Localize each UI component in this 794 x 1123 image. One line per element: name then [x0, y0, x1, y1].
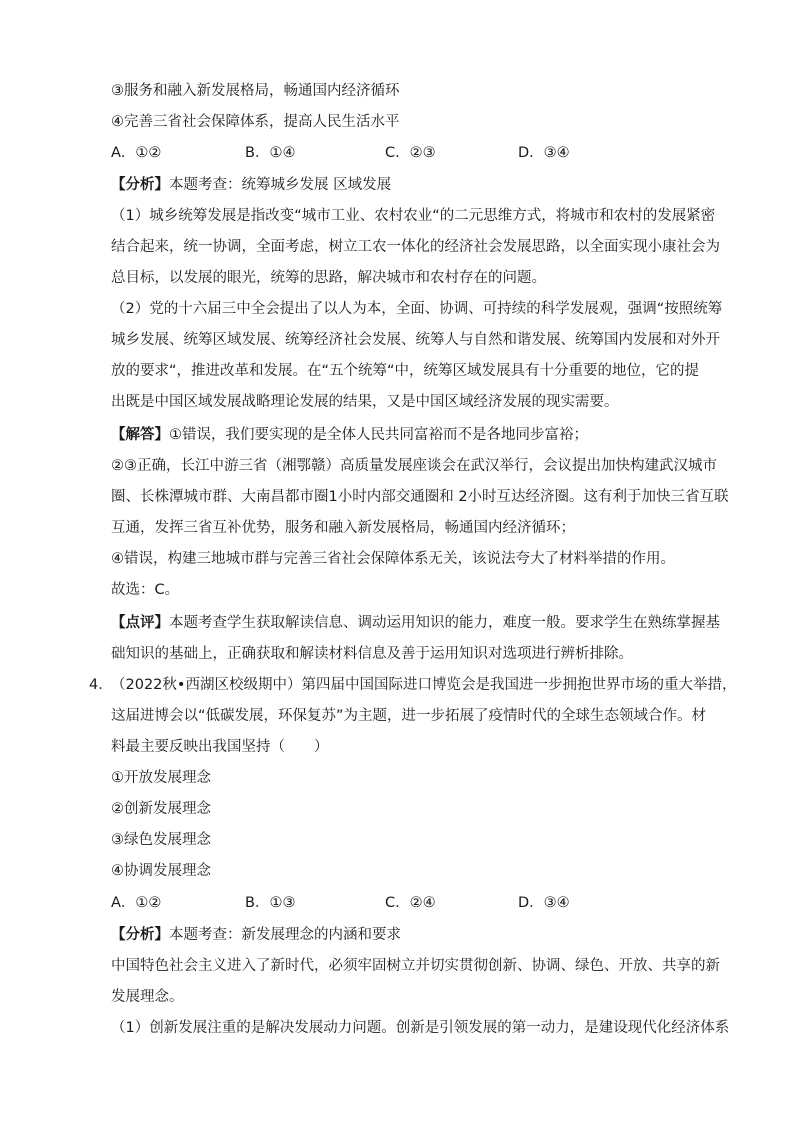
analysis-topic: 本题考查：新发展理念的内涵和要求 — [169, 927, 401, 943]
analysis-tag: 【分析】 — [111, 177, 169, 193]
q3-option-4: ④完善三省社会保障体系，提高人民生活水平 — [111, 114, 400, 130]
q3-analysis-line: 城乡发展、统筹区域发展、统筹经济社会发展、统筹人与自然和谐发展、统筹国内发展和对外开 — [111, 332, 720, 348]
comment-tag: 【点评】 — [111, 615, 169, 631]
q3-answer-line: 故选：C。 — [111, 582, 180, 598]
q4-stem-line: 料最主要反映出我国坚持（ ） — [111, 739, 329, 755]
q3-analysis-line: 总目标，以发展的眼光，统筹的思路，解决城市和农村存在的问题。 — [111, 270, 546, 286]
q4-stem-line: 这届进博会以“低碳发展，环保复苏”为主题，进一步拓展了疫情时代的全球生态领域合作。材 — [111, 708, 707, 724]
q4-analysis-heading — [111, 925, 711, 947]
q3-comment-line: 础知识的基础上，正确获取和解读材料信息及善于运用知识对选项进行辨析排除。 — [111, 646, 633, 662]
q3-choice-b: B．①④ — [245, 145, 296, 161]
q4-choice-b: B．①③ — [245, 895, 296, 911]
q3-choice-a: A．①② — [111, 145, 162, 161]
q4-choice-d: D．③④ — [518, 895, 570, 911]
q3-answer-heading — [111, 425, 711, 447]
q3-analysis-line: （2）党的十六届三中全会提出了以人为本，全面、协调、可持续的科学发展观，强调“按照统筹 — [111, 301, 723, 317]
q4-option-2: ②创新发展理念 — [111, 801, 211, 817]
q4-choice-c: C．②④ — [385, 895, 436, 911]
q4-option-3: ③绿色发展理念 — [111, 832, 211, 848]
q4-stem-line: （2022秋•西湖区校级期中）第四届中国国际进口博览会是我国进一步拥抱世界市场的重大举措， — [111, 677, 737, 693]
comment-first-line: 本题考查学生获取解读信息、调动运用知识的能力，难度一般。要求学生在熟练掌握基 — [169, 615, 720, 631]
q3-answer-line: 互通，发挥三省互补优势，服务和融入新发展格局，畅通国内经济循环； — [111, 520, 575, 536]
q4-choice-a: A．①② — [111, 895, 162, 911]
q3-option-3: ③服务和融入新发展格局，畅通国内经济循环 — [111, 83, 400, 99]
analysis-tag: 【分析】 — [111, 927, 169, 943]
q3-choices — [111, 143, 611, 165]
answer-first-line: ①错误，我们要实现的是全体人民共同富裕而不是各地同步富裕； — [169, 427, 588, 443]
q3-comment-heading — [111, 613, 720, 635]
q4-number: 4． — [89, 677, 113, 693]
q3-choice-c: C．②③ — [385, 145, 436, 161]
answer-tag: 【解答】 — [111, 427, 169, 443]
analysis-topic: 本题考查：统筹城乡发展 区域发展 — [169, 177, 392, 193]
q4-analysis-line: 发展理念。 — [111, 989, 184, 1005]
q3-analysis-line: （1）城乡统筹发展是指改变“城市工业、农村农业“的二元思维方式，将城市和农村的发展紧密 — [111, 208, 716, 224]
q4-analysis-line: 中国特色社会主义进入了新时代，必须牢固树立并切实贯彻创新、协调、绿色、开放、共享的新 — [111, 958, 720, 974]
q3-answer-line: 圈、长株潭城市群、大南昌都市圈1小时内部交通圈和 2小时互达经济圈。这有利于加快三省互联 — [111, 489, 729, 505]
q4-option-1: ①开放发展理念 — [111, 770, 211, 786]
q3-analysis-line: 出既是中国区域发展战略理论发展的结果，又是中国区域经济发展的现实需要。 — [111, 394, 619, 410]
q3-analysis-heading — [111, 175, 711, 197]
q3-answer-line: ②③正确，长江中游三省（湘鄂赣）高质量发展座谈会在武汉举行，会议提出加快构建武汉城市 — [111, 458, 717, 474]
q3-analysis-line: 放的要求“，推进改革和发展。在“五个统筹“中，统筹区域发展具有十分重要的地位，它的提 — [111, 363, 700, 379]
q3-answer-line: ④错误，构建三地城市群与完善三省社会保障体系无关，该说法夸大了材料举措的作用。 — [111, 551, 675, 567]
q4-choices — [111, 893, 611, 915]
q4-option-4: ④协调发展理念 — [111, 863, 211, 879]
q4-analysis-line: （1）创新发展注重的是解决发展动力问题。创新是引领发展的第一动力，是建设现代化经济体系 — [111, 1020, 730, 1036]
q3-choice-d: D．③④ — [518, 145, 570, 161]
q3-analysis-line: 结合起来，统一协调，全面考虑，树立工农一体化的经济社会发展思路，以全面实现小康社会为 — [111, 239, 720, 255]
